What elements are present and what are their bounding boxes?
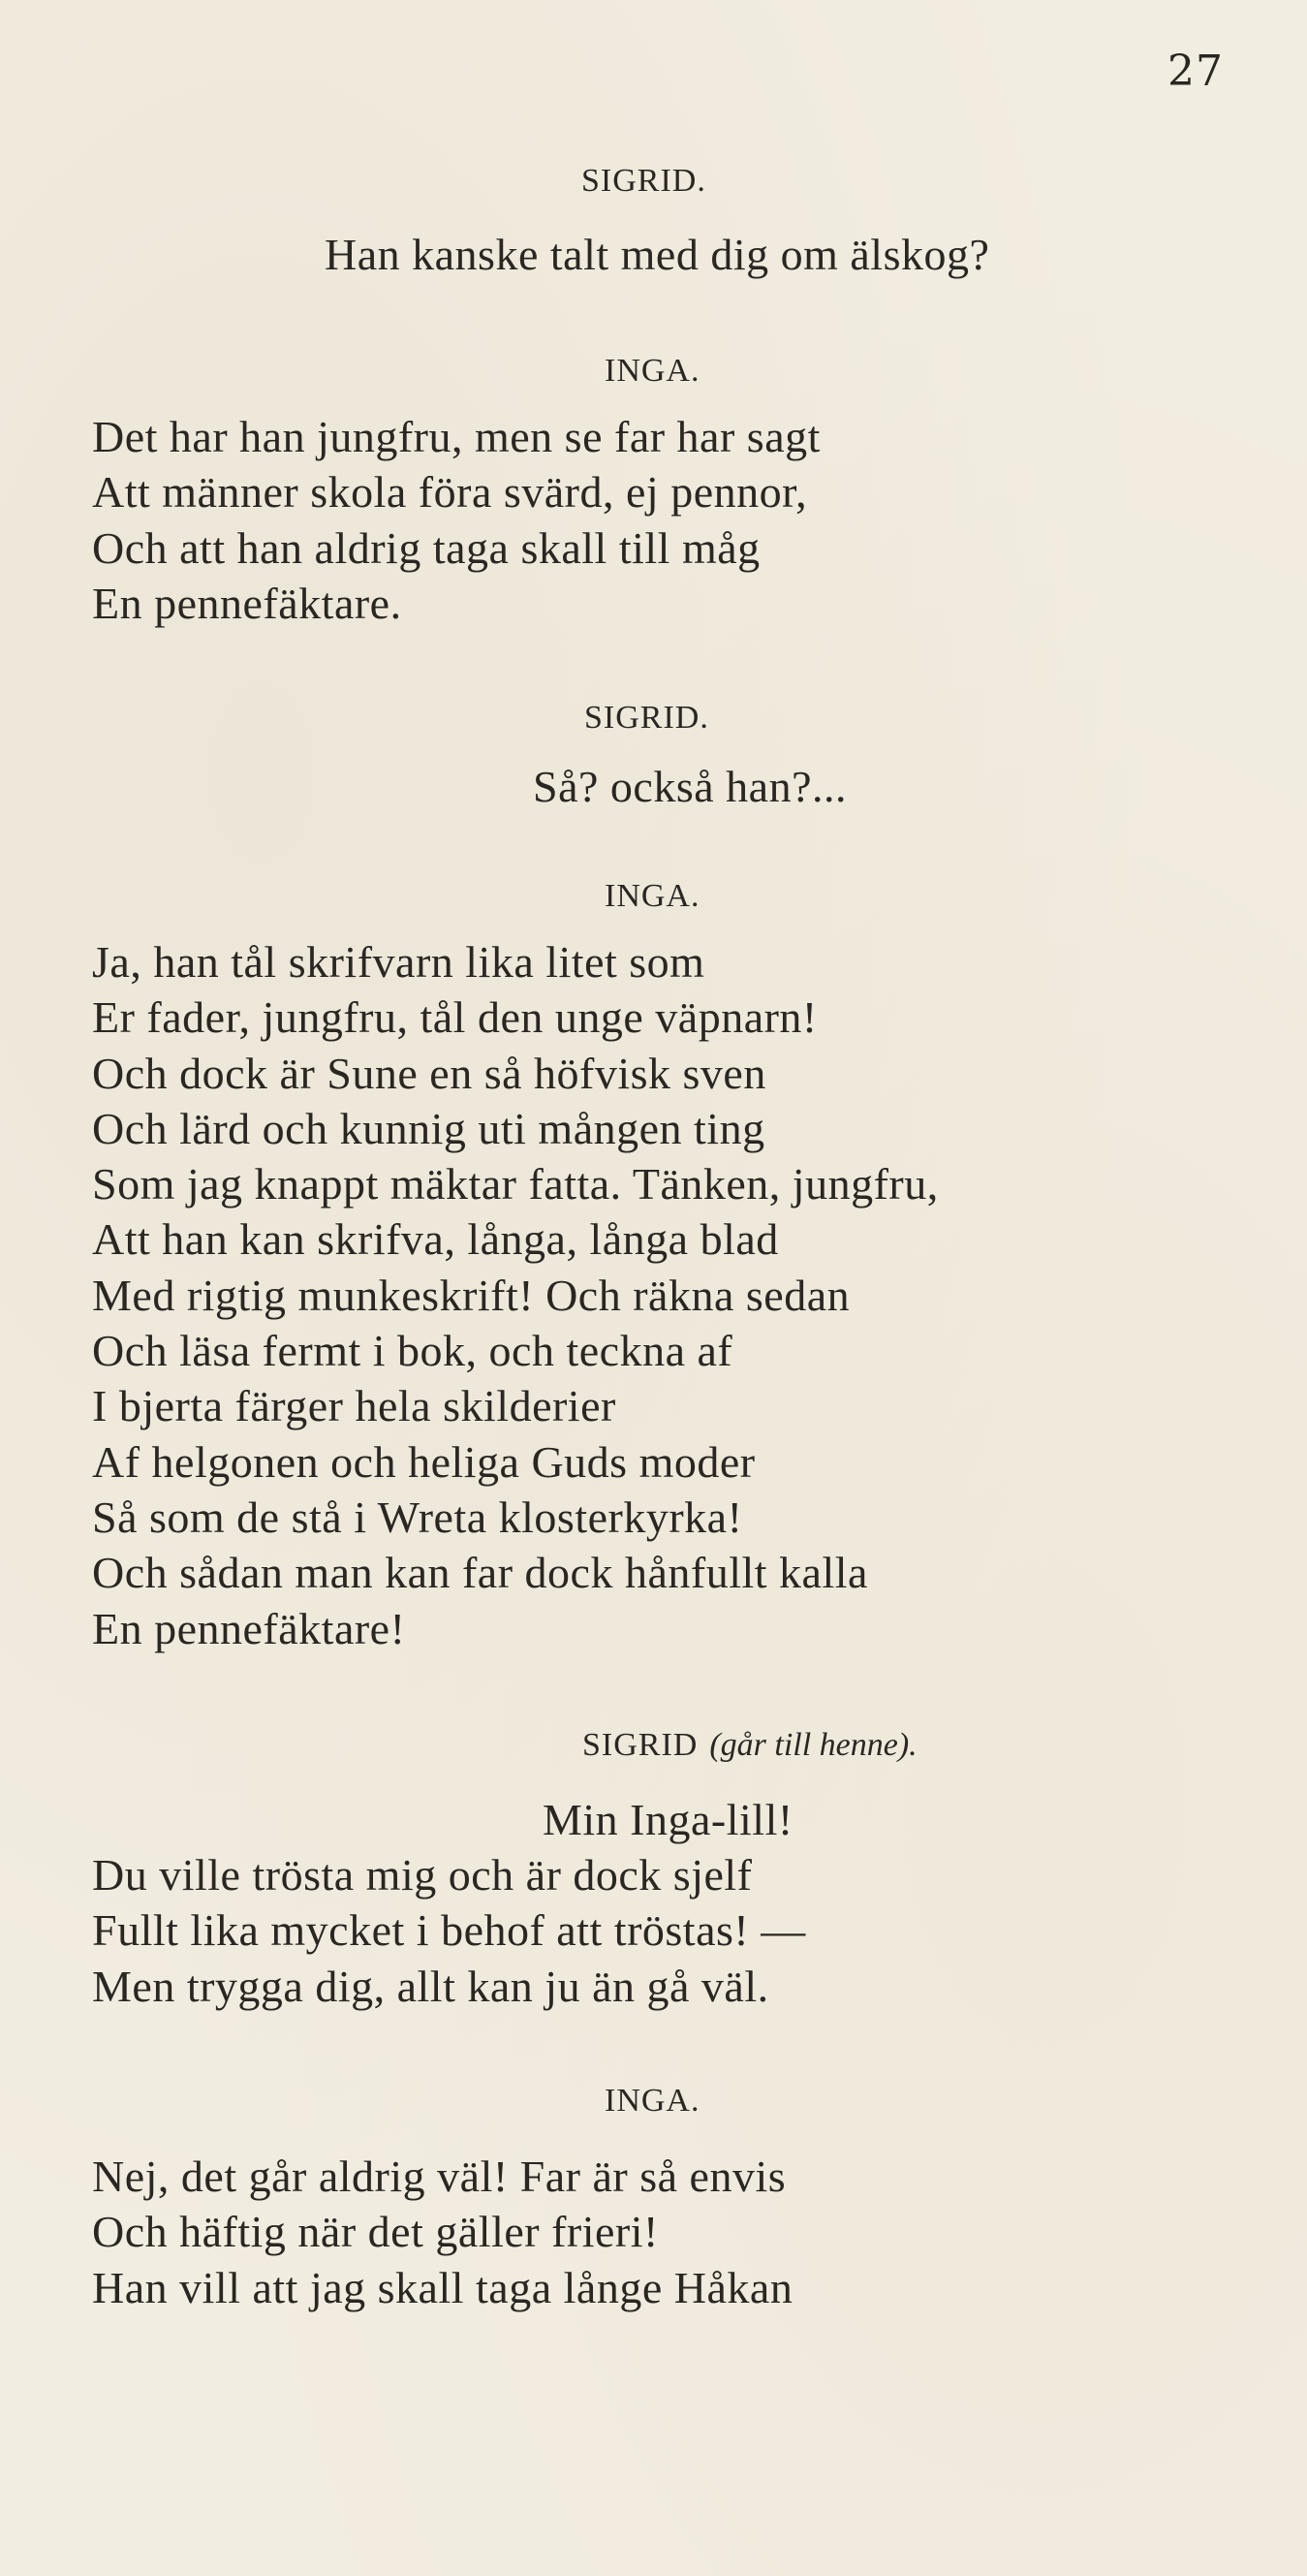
verse-line: Så som de stå i Wreta klosterkyrka! (92, 1492, 743, 1542)
verse-line: Som jag knappt mäktar fatta. Tänken, jungfru, (92, 1159, 939, 1209)
verse-block (92, 2154, 793, 2321)
speaker-name: INGA. (605, 878, 700, 914)
verse-line: Er fader, jungfru, tål den unge väpnarn! (92, 992, 818, 1043)
verse-line: Att han kan skrifva, långa, långa blad (92, 1214, 779, 1265)
verse-line: Och häftig när det gäller frieri! (92, 2207, 659, 2257)
verse-line: I bjerta färger hela skilderier (92, 1381, 616, 1431)
verse-line: Och att han aldrig taga skall till måg (92, 522, 761, 573)
verse-line: Med rigtig munkeskrift! Och räkna sedan (92, 1270, 851, 1320)
verse-line: Af helgonen och heliga Guds moder (92, 1436, 756, 1487)
speaker-name: SIGRID. (584, 700, 709, 736)
speaker-name: INGA. (605, 353, 700, 389)
verse-line: En pennefäktare. (92, 578, 402, 628)
verse-line: Det har han jungfru, men se far har sagt (92, 412, 821, 461)
verse-block (92, 937, 939, 1662)
verse-line: Min Inga-lill! (543, 1795, 794, 1844)
verse-block (92, 1850, 806, 2020)
verse-line: Ja, han tål skrifvarn lika litet som (92, 937, 705, 987)
verse-line: Men trygga dig, allt kan ju än gå väl. (92, 1961, 769, 2011)
verse-line: Så? också han?... (533, 762, 847, 811)
stage-direction: (går till henne). (709, 1727, 918, 1763)
verse-line: Nej, det går aldrig väl! Far är så envis (92, 2152, 787, 2201)
verse-line: Och lärd och kunnig uti mången ting (92, 1103, 765, 1153)
verse-line: Fullt lika mycket i behof att tröstas! — (92, 1905, 806, 1956)
verse-line: Han vill att jag skall taga långe Håkan (92, 2262, 794, 2312)
verse-line: Han kanske talt med dig om älskog? (325, 230, 990, 279)
verse-line: Och sådan man kan far dock hånfullt kalla (92, 1548, 868, 1598)
verse-line: En pennefäktare! (92, 1603, 406, 1653)
verse-line: Att männer skola föra svärd, ej pennor, (92, 467, 808, 518)
page-number: 27 (1167, 47, 1224, 96)
speaker-name: SIGRID (582, 1727, 699, 1763)
speaker-name: SIGRID. (581, 163, 706, 199)
speaker-name: INGA. (605, 2083, 700, 2119)
verse-block (92, 412, 821, 637)
verse-line: Och läsa fermt i bok, och teckna af (92, 1326, 733, 1376)
speaker-heading (582, 1729, 918, 1762)
verse-line: Du ville trösta mig och är dock sjelf (92, 1850, 753, 1900)
verse-line: Och dock är Sune en så höfvisk sven (92, 1048, 766, 1098)
